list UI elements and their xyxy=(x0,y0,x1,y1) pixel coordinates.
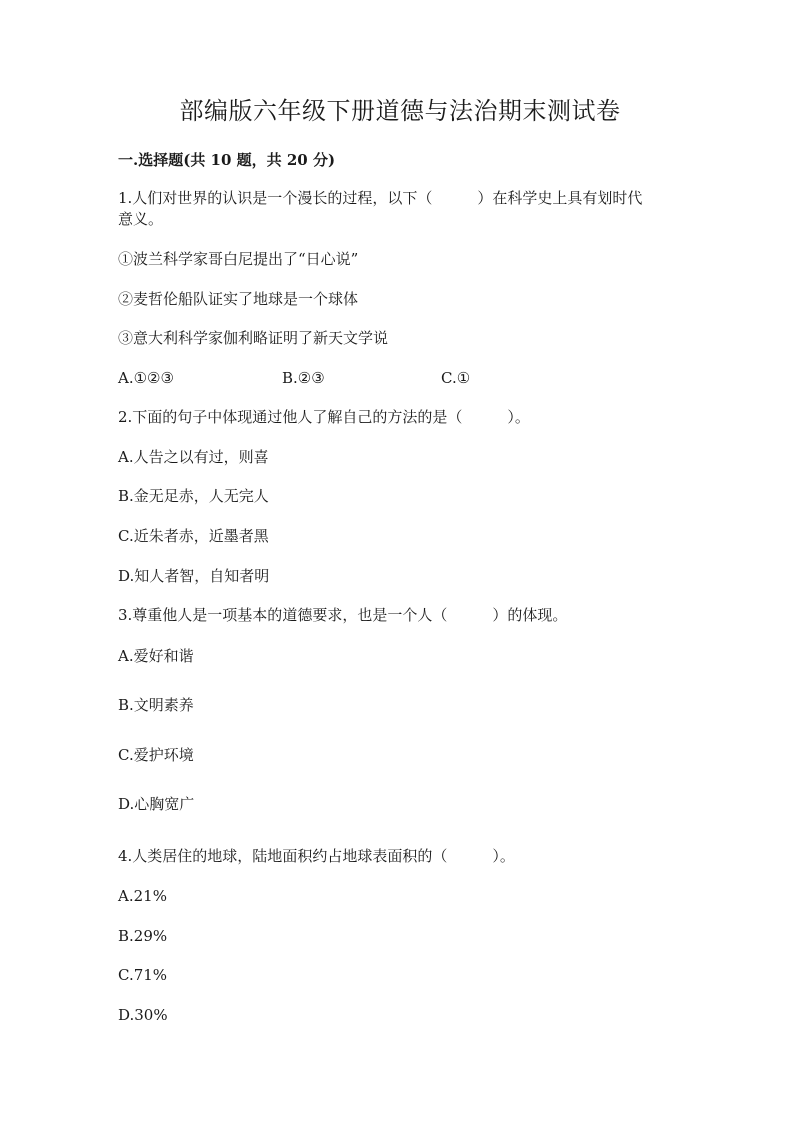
question-3-option-b: B.文明素养 xyxy=(118,696,194,714)
question-3-option-d: D.心胸宽广 xyxy=(118,795,195,813)
question-3-stem: 3.尊重他人是一项基本的道德要求，也是一个人（ ）的体现。 xyxy=(118,606,568,624)
question-2-option-b: B.金无足赤，人无完人 xyxy=(118,487,269,505)
question-1-option-c: C.① xyxy=(441,369,471,387)
question-4-option-b: B.29% xyxy=(118,927,168,945)
question-2-option-c: C.近朱者赤，近墨者黑 xyxy=(118,527,269,545)
question-1-statement-2: ②麦哲伦船队证实了地球是一个球体 xyxy=(118,290,359,308)
question-1-option-b: B.②③ xyxy=(282,369,325,387)
question-2-option-d: D.知人者智，自知者明 xyxy=(118,567,270,585)
question-4-stem: 4.人类居住的地球，陆地面积约占地球表面积的（ ）。 xyxy=(118,847,515,865)
question-3-option-a: A.爱好和谐 xyxy=(118,647,194,665)
section-heading: 一.选择题(共 10 题，共 20 分) xyxy=(118,151,336,169)
question-1-options xyxy=(118,367,718,389)
question-1-stem-line-2: 意义。 xyxy=(118,210,164,228)
question-1-stem-line-1: 1.人们对世界的认识是一个漫长的过程，以下（ ）在科学史上具有划时代 xyxy=(118,189,643,207)
page-title: 部编版六年级下册道德与法治期末测试卷 xyxy=(179,97,621,125)
question-1-option-a: A.①②③ xyxy=(118,369,174,387)
question-4-option-d: D.30% xyxy=(118,1006,168,1024)
question-1-statement-1: ①波兰科学家哥白尼提出了“日心说” xyxy=(118,250,359,268)
question-2-stem: 2.下面的句子中体现通过他人了解自己的方法的是（ ）。 xyxy=(118,408,530,426)
question-4-option-c: C.71% xyxy=(118,966,168,984)
question-4-option-a: A.21% xyxy=(118,887,167,905)
question-2-option-a: A.人告之以有过，则喜 xyxy=(118,448,269,466)
question-1-statement-3: ③意大利科学家伽利略证明了新天文学说 xyxy=(118,329,389,347)
question-3-option-c: C.爱护环境 xyxy=(118,746,194,764)
